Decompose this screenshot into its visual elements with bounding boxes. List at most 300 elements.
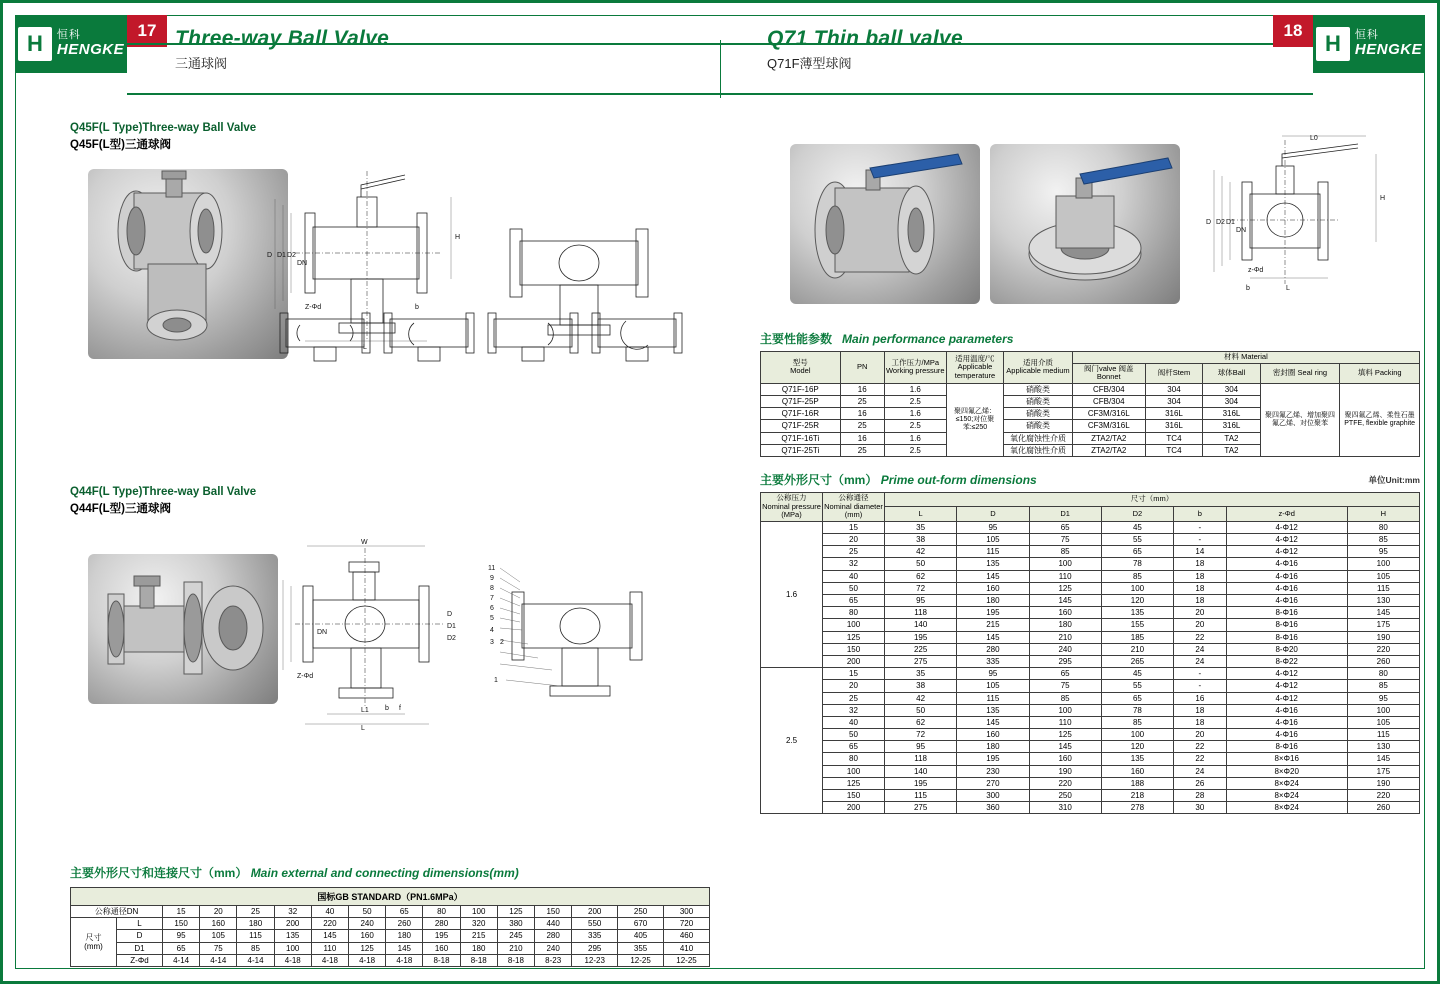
prime-cell: 210	[1029, 631, 1101, 643]
prime-col-np-unit: (MPa)	[781, 510, 802, 520]
perf-medium: 氧化腐蚀性介质	[1004, 432, 1073, 444]
left-cell: 240	[535, 942, 572, 954]
prime-cell: 220	[1347, 643, 1419, 655]
prime-cell: 50	[885, 558, 957, 570]
q45f-valve-photo	[88, 169, 288, 359]
svg-text:L: L	[1286, 285, 1290, 292]
svg-text:b: b	[1246, 285, 1250, 292]
perf-wp: 2.5	[884, 396, 946, 408]
prime-cell: 115	[957, 692, 1029, 704]
left-table-standard-bar: 国标GB STANDARD（PN1.6MPa）	[70, 887, 710, 905]
prime-cell: 225	[885, 643, 957, 655]
left-cell: 8-18	[423, 954, 460, 966]
prime-cell: 200	[823, 655, 885, 667]
svg-text:6: 6	[490, 605, 494, 612]
prime-cell: 22	[1174, 753, 1227, 765]
prime-cell: 200	[823, 802, 885, 814]
prime-cell: 85	[1101, 570, 1173, 582]
prime-cell: 125	[1029, 582, 1101, 594]
prime-cell: 135	[957, 558, 1029, 570]
table-row	[761, 668, 1420, 680]
perf-wp: 1.6	[884, 383, 946, 395]
perf-stem: 316L	[1145, 408, 1202, 420]
prime-cell: 100	[1101, 582, 1173, 594]
perf-medium: 硝酸类	[1004, 420, 1073, 432]
svg-text:Z-Φd: Z-Φd	[297, 673, 314, 680]
prime-cell: 15	[823, 668, 885, 680]
svg-text:DN: DN	[297, 259, 308, 267]
left-cell: 110	[311, 942, 348, 954]
prime-cell: 215	[957, 619, 1029, 631]
perf-model: Q71F-25P	[761, 396, 841, 408]
table-row	[761, 655, 1420, 667]
left-cell: 4-18	[274, 954, 311, 966]
perf-medium: 硝酸类	[1004, 383, 1073, 395]
prime-cell: 160	[1029, 607, 1101, 619]
prime-cell: 195	[885, 631, 957, 643]
prime-cell: 145	[1347, 753, 1419, 765]
left-cell: 320	[460, 918, 497, 930]
prime-cell: 190	[1347, 777, 1419, 789]
left-row-name: D1	[117, 942, 163, 954]
q44f-section-drawing	[265, 538, 475, 732]
perf-col-pn: PN	[840, 352, 884, 384]
left-cell: 195	[423, 930, 460, 942]
table-row	[761, 383, 1420, 395]
prime-cell: 150	[823, 643, 885, 655]
prime-cell: 125	[823, 631, 885, 643]
perf-col-med-cn: 适用介质	[1022, 357, 1053, 367]
perf-title-en: Main performance parameters	[842, 332, 1014, 346]
left-cell: 460	[664, 930, 710, 942]
prime-cell: 42	[885, 692, 957, 704]
table-row	[761, 521, 1420, 533]
perf-col-ball: 球体Ball	[1203, 363, 1260, 383]
prime-cell: 145	[1347, 607, 1419, 619]
section-q45f-heading	[70, 120, 720, 155]
prime-col-z-φd: z-Φd	[1226, 507, 1347, 521]
left-col-dn-label: 公称通径DN	[71, 906, 163, 918]
left-row-name: D	[117, 930, 163, 942]
prime-cell: 115	[957, 546, 1029, 558]
table-row	[761, 607, 1420, 619]
left-cell: 4-18	[349, 954, 386, 966]
perf-title	[760, 330, 1420, 347]
prime-cell: 4-Φ12	[1226, 521, 1347, 533]
perf-ball: 304	[1203, 383, 1260, 395]
perf-wp: 1.6	[884, 432, 946, 444]
prime-cell: 18	[1174, 595, 1227, 607]
q71-section-drawing	[1190, 132, 1400, 312]
prime-cell: 14	[1174, 546, 1227, 558]
section-q44f-heading	[70, 484, 720, 519]
svg-text:L1: L1	[361, 707, 369, 714]
prime-col-nd-en: Nominal diameter	[824, 501, 883, 511]
table-row	[761, 692, 1420, 704]
brand-logo-right	[1313, 15, 1425, 73]
left-cell: 260	[386, 918, 423, 930]
prime-cell: 180	[957, 741, 1029, 753]
prime-cell: 80	[823, 607, 885, 619]
prime-dimensions-table	[760, 492, 1420, 814]
prime-cell: 55	[1101, 680, 1173, 692]
prime-cell: -	[1174, 668, 1227, 680]
table-row	[71, 942, 710, 954]
prime-pressure-cell: 2.5	[761, 668, 823, 814]
perf-pn: 25	[840, 396, 884, 408]
left-cell: 4-18	[311, 954, 348, 966]
q44f-valve-photo	[88, 554, 278, 704]
prime-col-d1: D1	[1029, 507, 1101, 521]
table-row	[761, 802, 1420, 814]
left-cell: 355	[618, 942, 664, 954]
left-cell: 4-14	[163, 954, 200, 966]
prime-cell: 218	[1101, 790, 1173, 802]
table-row	[761, 546, 1420, 558]
performance-block	[760, 330, 1420, 457]
prime-cell: 8-Φ16	[1226, 619, 1347, 631]
prime-cell: 85	[1347, 534, 1419, 546]
prime-cell: 115	[1347, 582, 1419, 594]
prime-cell: 195	[885, 777, 957, 789]
q71-valve-photo-2	[990, 144, 1180, 304]
left-cell: 180	[460, 942, 497, 954]
left-size-label: 尺寸 (mm)	[71, 918, 117, 967]
prime-cell: 65	[1029, 521, 1101, 533]
perf-pn: 16	[840, 383, 884, 395]
prime-cell: 105	[1347, 570, 1419, 582]
svg-text:D2: D2	[1216, 219, 1225, 226]
prime-cell: 24	[1174, 655, 1227, 667]
prime-cell: 32	[823, 704, 885, 716]
left-dn-value: 80	[423, 906, 460, 918]
prime-cell: 28	[1174, 790, 1227, 802]
prime-cell: 62	[885, 716, 957, 728]
perf-ball: 316L	[1203, 420, 1260, 432]
table-row	[761, 765, 1420, 777]
prime-cell: 145	[957, 716, 1029, 728]
prime-cell: 190	[1347, 631, 1419, 643]
right-title-cn: Q71F薄型球阀	[767, 56, 852, 71]
prime-cell: -	[1174, 521, 1227, 533]
perf-col-wp-en: Working pressure	[885, 366, 945, 376]
perf-pn: 16	[840, 408, 884, 420]
perf-model: Q71F-25Ti	[761, 444, 841, 456]
table-row	[761, 704, 1420, 716]
left-column	[70, 120, 720, 967]
left-cell: 8-18	[497, 954, 534, 966]
prime-cell: 8-Φ16	[1226, 741, 1347, 753]
prime-cell: 120	[1101, 741, 1173, 753]
column-divider	[720, 40, 721, 98]
left-cell: 245	[497, 930, 534, 942]
left-dn-value: 100	[460, 906, 497, 918]
prime-cell: 105	[957, 680, 1029, 692]
prime-cell: 275	[885, 802, 957, 814]
svg-text:D1: D1	[1226, 219, 1235, 226]
prime-cell: 140	[885, 765, 957, 777]
svg-text:L: L	[361, 725, 365, 732]
left-cell: 145	[311, 930, 348, 942]
perf-pn: 16	[840, 432, 884, 444]
prime-cell: 135	[957, 704, 1029, 716]
prime-col-np-cn: 公称压力	[776, 493, 807, 502]
prime-pressure-cell: 1.6	[761, 521, 823, 667]
prime-cell: 8-Φ20	[1226, 643, 1347, 655]
prime-cell: 85	[1029, 692, 1101, 704]
q45f-port-variants	[280, 307, 700, 367]
prime-cell: 4-Φ16	[1226, 704, 1347, 716]
left-cell: 220	[311, 918, 348, 930]
prime-cell: 145	[1029, 595, 1101, 607]
table-row	[761, 753, 1420, 765]
left-row-name: Z-Φd	[117, 954, 163, 966]
left-cell: 125	[349, 942, 386, 954]
table-row	[71, 930, 710, 942]
prime-cell: 300	[957, 790, 1029, 802]
prime-col-h: H	[1347, 507, 1419, 521]
prime-cell: 100	[1347, 704, 1419, 716]
table-row	[761, 595, 1420, 607]
section-q44f-cn: Q44F(L型)三通球阀	[70, 502, 171, 515]
prime-cell: 270	[957, 777, 1029, 789]
left-cell: 150	[163, 918, 200, 930]
q71-valve-photo-1	[790, 144, 980, 304]
prime-cell: 65	[1101, 692, 1173, 704]
perf-stem: 304	[1145, 396, 1202, 408]
perf-model: Q71F-16P	[761, 383, 841, 395]
left-dn-value: 150	[535, 906, 572, 918]
table-row	[761, 643, 1420, 655]
prime-cell: 250	[1029, 790, 1101, 802]
perf-ball: TA2	[1203, 432, 1260, 444]
table-row	[761, 680, 1420, 692]
left-cell: 160	[349, 930, 386, 942]
left-cell: 380	[497, 918, 534, 930]
perf-col-bonnet: 阀门valve 阀盖Bonnet	[1072, 363, 1145, 383]
prime-cell: 100	[823, 619, 885, 631]
prime-cell: 78	[1101, 558, 1173, 570]
prime-cell: 8×Φ24	[1226, 790, 1347, 802]
prime-cell: 188	[1101, 777, 1173, 789]
perf-col-model-en: Model	[790, 366, 811, 376]
prime-col-d: D	[957, 507, 1029, 521]
prime-cell: 125	[1029, 729, 1101, 741]
perf-stem: 304	[1145, 383, 1202, 395]
left-cell: 4-14	[237, 954, 274, 966]
logo-label-cn-right: 恒科	[1354, 29, 1379, 42]
prime-cell: 115	[1347, 729, 1419, 741]
prime-cell: 210	[1101, 643, 1173, 655]
section-q45f-en: Q45F(L Type)Three-way Ball Valve	[70, 122, 257, 134]
svg-text:b: b	[415, 303, 419, 311]
prime-cell: 278	[1101, 802, 1173, 814]
perf-medium: 氧化腐蚀性介质	[1004, 444, 1073, 456]
table-row	[761, 570, 1420, 582]
prime-cell: 190	[1029, 765, 1101, 777]
left-cell: 115	[237, 930, 274, 942]
prime-cell: 195	[957, 753, 1029, 765]
prime-cell: 135	[1101, 753, 1173, 765]
prime-cell: 35	[885, 668, 957, 680]
prime-cell: 65	[1029, 668, 1101, 680]
left-cell: 135	[274, 930, 311, 942]
left-dim-title-cn: 主要外形尺寸和连接尺寸（mm）	[70, 866, 248, 880]
prime-cell: 85	[1347, 680, 1419, 692]
prime-cell: 175	[1347, 619, 1419, 631]
prime-dim-title-en: Prime out-form dimensions	[880, 473, 1037, 487]
prime-cell: 4-Φ16	[1226, 716, 1347, 728]
left-dn-value: 15	[163, 906, 200, 918]
left-cell: 215	[460, 930, 497, 942]
perf-bonnet: ZTA2/TA2	[1072, 444, 1145, 456]
prime-cell: 100	[1029, 558, 1101, 570]
prime-cell: 50	[885, 704, 957, 716]
perf-col-material-en: Material	[1241, 352, 1268, 361]
prime-cell: 275	[885, 655, 957, 667]
table-row	[761, 631, 1420, 643]
left-cell: 295	[572, 942, 618, 954]
prime-cell: 38	[885, 680, 957, 692]
perf-ball: 316L	[1203, 408, 1260, 420]
prime-cell: 55	[1101, 534, 1173, 546]
prime-cell: 295	[1029, 655, 1101, 667]
svg-text:1: 1	[494, 677, 498, 684]
prime-cell: 75	[1029, 680, 1101, 692]
perf-col-med-en: Applicable medium	[1006, 366, 1070, 376]
left-dn-value: 20	[200, 906, 237, 918]
prime-cell: 100	[1029, 704, 1101, 716]
prime-cell: 110	[1029, 570, 1101, 582]
prime-cell: 65	[823, 741, 885, 753]
left-dn-value: 40	[311, 906, 348, 918]
prime-cell: 145	[957, 570, 1029, 582]
table-row	[71, 954, 710, 966]
prime-cell: 220	[1347, 790, 1419, 802]
brand-logo-left	[15, 15, 127, 73]
left-cell: 105	[200, 930, 237, 942]
left-dn-value: 300	[664, 906, 710, 918]
left-row-name: L	[117, 918, 163, 930]
prime-cell: 8×Φ20	[1226, 765, 1347, 777]
prime-cell: 25	[823, 692, 885, 704]
prime-cell: 20	[1174, 729, 1227, 741]
right-column	[760, 120, 1420, 814]
left-cell: 670	[618, 918, 664, 930]
prime-cell: 240	[1029, 643, 1101, 655]
left-cell: 440	[535, 918, 572, 930]
prime-cell: 18	[1174, 704, 1227, 716]
prime-cell: 30	[1174, 802, 1227, 814]
prime-col-l: L	[885, 507, 957, 521]
perf-bonnet: CF3M/316L	[1072, 420, 1145, 432]
prime-cell: 50	[823, 582, 885, 594]
perf-model: Q71F-16Ti	[761, 432, 841, 444]
prime-cell: 85	[1101, 716, 1173, 728]
perf-col-temp-cn: 适用温度/℃	[955, 353, 995, 363]
svg-text:5: 5	[490, 615, 494, 622]
perf-pn: 25	[840, 420, 884, 432]
prime-cell: 280	[957, 643, 1029, 655]
page-number-right: 18	[1273, 15, 1313, 47]
prime-cell: 160	[957, 582, 1029, 594]
prime-cell: 4-Φ12	[1226, 534, 1347, 546]
prime-cell: 145	[957, 631, 1029, 643]
prime-cell: 15	[823, 521, 885, 533]
q45f-drawing-group	[70, 159, 720, 364]
prime-cell: 4-Φ16	[1226, 570, 1347, 582]
svg-text:f: f	[399, 705, 401, 712]
svg-text:Z-Φd: Z-Φd	[305, 303, 322, 311]
left-cell: 145	[386, 942, 423, 954]
prime-cell: 22	[1174, 631, 1227, 643]
left-cell: 8-23	[535, 954, 572, 966]
left-cell: 335	[572, 930, 618, 942]
left-cell: 12-25	[618, 954, 664, 966]
prime-cell: 8×Φ16	[1226, 753, 1347, 765]
prime-cell: 130	[1347, 595, 1419, 607]
perf-col-model-cn: 型号	[792, 357, 808, 367]
svg-text:2: 2	[500, 639, 504, 646]
svg-text:H: H	[455, 233, 461, 241]
table-row	[761, 534, 1420, 546]
perf-wp: 2.5	[884, 420, 946, 432]
perf-col-material-cn: 材料	[1223, 352, 1239, 361]
svg-text:D: D	[267, 251, 273, 259]
svg-text:9: 9	[490, 575, 494, 582]
svg-text:D: D	[1206, 219, 1212, 226]
prime-cell: 105	[957, 534, 1029, 546]
left-cell: 8-18	[460, 954, 497, 966]
prime-cell: 4-Φ16	[1226, 729, 1347, 741]
prime-cell: 75	[1029, 534, 1101, 546]
left-cell: 410	[664, 942, 710, 954]
section-q44f-en: Q44F(L Type)Three-way Ball Valve	[70, 485, 257, 498]
svg-text:4: 4	[490, 627, 494, 634]
table-row	[761, 729, 1420, 741]
svg-text:3: 3	[490, 639, 494, 646]
prime-dim-unit-note: 单位Unit:mm	[1368, 475, 1420, 485]
left-cell: 100	[274, 942, 311, 954]
prime-cell: 4-Φ16	[1226, 558, 1347, 570]
prime-cell: 24	[1174, 643, 1227, 655]
logo-label-en: HENGKE	[56, 40, 125, 58]
left-cell: 210	[497, 942, 534, 954]
svg-text:8: 8	[490, 585, 494, 592]
prime-cell: 85	[1029, 546, 1101, 558]
prime-dim-title	[760, 471, 1420, 488]
left-section-title	[175, 27, 389, 72]
perf-col-packing: 填料 Packing	[1340, 363, 1420, 383]
left-dn-value: 125	[497, 906, 534, 918]
prime-cell: 22	[1174, 741, 1227, 753]
prime-cell: 155	[1101, 619, 1173, 631]
svg-text:D2: D2	[287, 251, 296, 259]
perf-stem: TC4	[1145, 444, 1202, 456]
prime-cell: 105	[1347, 716, 1419, 728]
svg-text:D1: D1	[277, 251, 286, 259]
section-q45f-cn: Q45F(L型)三通球阀	[70, 139, 171, 152]
prime-cell: 40	[823, 716, 885, 728]
prime-cell: 175	[1347, 765, 1419, 777]
svg-text:D1: D1	[447, 623, 456, 630]
prime-col-d2: D2	[1101, 507, 1173, 521]
prime-cell: 65	[823, 595, 885, 607]
prime-cell: 4-Φ12	[1226, 680, 1347, 692]
prime-cell: 24	[1174, 765, 1227, 777]
prime-cell: 18	[1174, 558, 1227, 570]
left-cell: 280	[535, 930, 572, 942]
